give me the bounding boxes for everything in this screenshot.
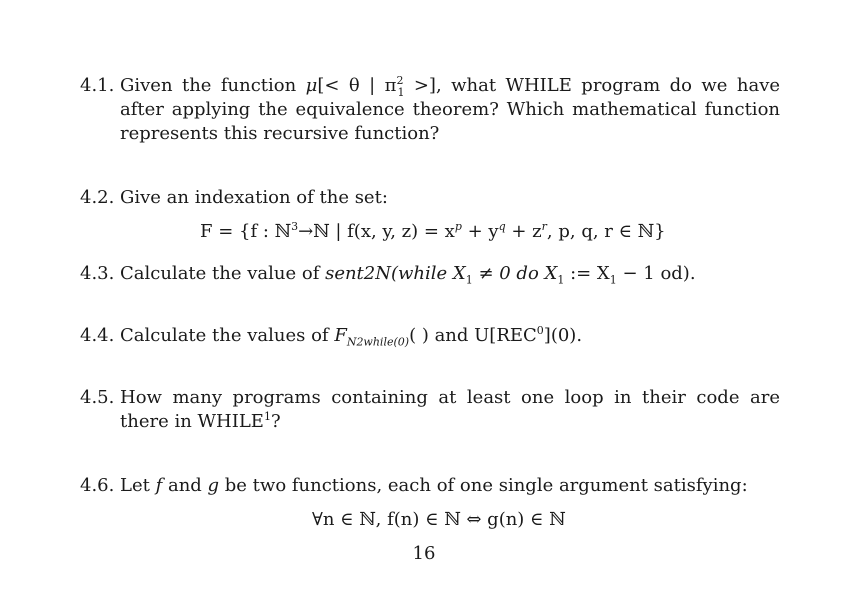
math-func: [< θ | π	[317, 75, 397, 96]
text-fragment: be two functions, each of one single argument satisfying:	[219, 475, 748, 496]
exercise-4-6	[80, 474, 780, 498]
page-number: 16	[412, 543, 436, 564]
formula-part: F = {f : ℕ	[200, 221, 292, 242]
exercise-number: 4.6.	[80, 475, 115, 496]
exercise-4-1	[80, 74, 780, 146]
formula-part: + z	[505, 221, 542, 242]
formula-sup: q	[498, 220, 506, 233]
exercise-number: 4.3.	[80, 263, 115, 284]
math-sub: N2while(0)	[346, 335, 410, 349]
text-fragment: ?	[270, 411, 281, 432]
exercise-number: 4.1.	[80, 75, 115, 96]
math-sub: 1	[465, 273, 473, 287]
math-expr: := X	[564, 263, 610, 284]
exercise-4-2	[80, 186, 780, 210]
exercise-4-5	[80, 386, 780, 434]
formula-sup: r	[541, 220, 547, 233]
exercise-text	[120, 74, 780, 146]
formula-part: →ℕ | f(x, y, z) = x	[298, 221, 455, 242]
math-f: f	[155, 475, 163, 496]
text-fragment: Calculate the value of	[120, 263, 326, 284]
formula-part: , p, q, r ∈ ℕ}	[546, 221, 666, 242]
text-fragment: ](0).	[543, 325, 583, 346]
exercise-4-3	[80, 262, 780, 286]
formula-sup: 3	[291, 220, 299, 233]
exercise-text	[120, 474, 780, 498]
equivalence-formula: ∀n ∈ ℕ, f(n) ∈ ℕ ⇔ g(n) ∈ ℕ	[312, 509, 566, 530]
exercise-text	[120, 324, 780, 348]
math-sub: 1	[557, 273, 565, 287]
math-sup: 0	[536, 324, 544, 337]
set-formula	[200, 220, 666, 244]
exercise-number: 4.5.	[80, 387, 115, 408]
exercise-number: 4.4.	[80, 325, 115, 346]
text-fragment: Let	[120, 475, 156, 496]
text-fragment: How many programs containing at least one loop in their code are there in WHILE	[120, 387, 780, 432]
text-fragment: ( ) and U[REC	[409, 325, 537, 346]
text-fragment: Calculate the values of	[120, 325, 335, 346]
text-fragment: Given the function	[120, 75, 306, 96]
math-mu: μ	[305, 75, 318, 96]
exercise-4-4	[80, 324, 780, 348]
math-expr: ≠ 0 do X	[472, 263, 558, 284]
exercise-number: 4.2.	[80, 187, 115, 208]
exercise-text	[120, 262, 780, 286]
formula-sup: p	[454, 220, 462, 233]
exercise-text	[120, 386, 780, 434]
formula-part: + y	[461, 221, 499, 242]
math-sub: 1	[609, 273, 617, 287]
math-sub: 1	[397, 85, 405, 99]
math-g: g	[207, 475, 220, 496]
math-F: F	[334, 325, 347, 346]
math-sup: 1	[263, 410, 271, 423]
exercise-text: Give an indexation of the set:	[120, 187, 388, 208]
text-fragment: and	[162, 475, 208, 496]
math-func-end: >]	[404, 75, 436, 96]
math-expr: − 1 od).	[616, 263, 696, 284]
math-sup: 2	[396, 74, 404, 87]
math-expr: sent2N(while X	[325, 263, 466, 284]
text-fragment: , what WHILE program do we have after applying the equivalence theorem? Which mathematical function represents this recursive function?	[120, 75, 781, 144]
